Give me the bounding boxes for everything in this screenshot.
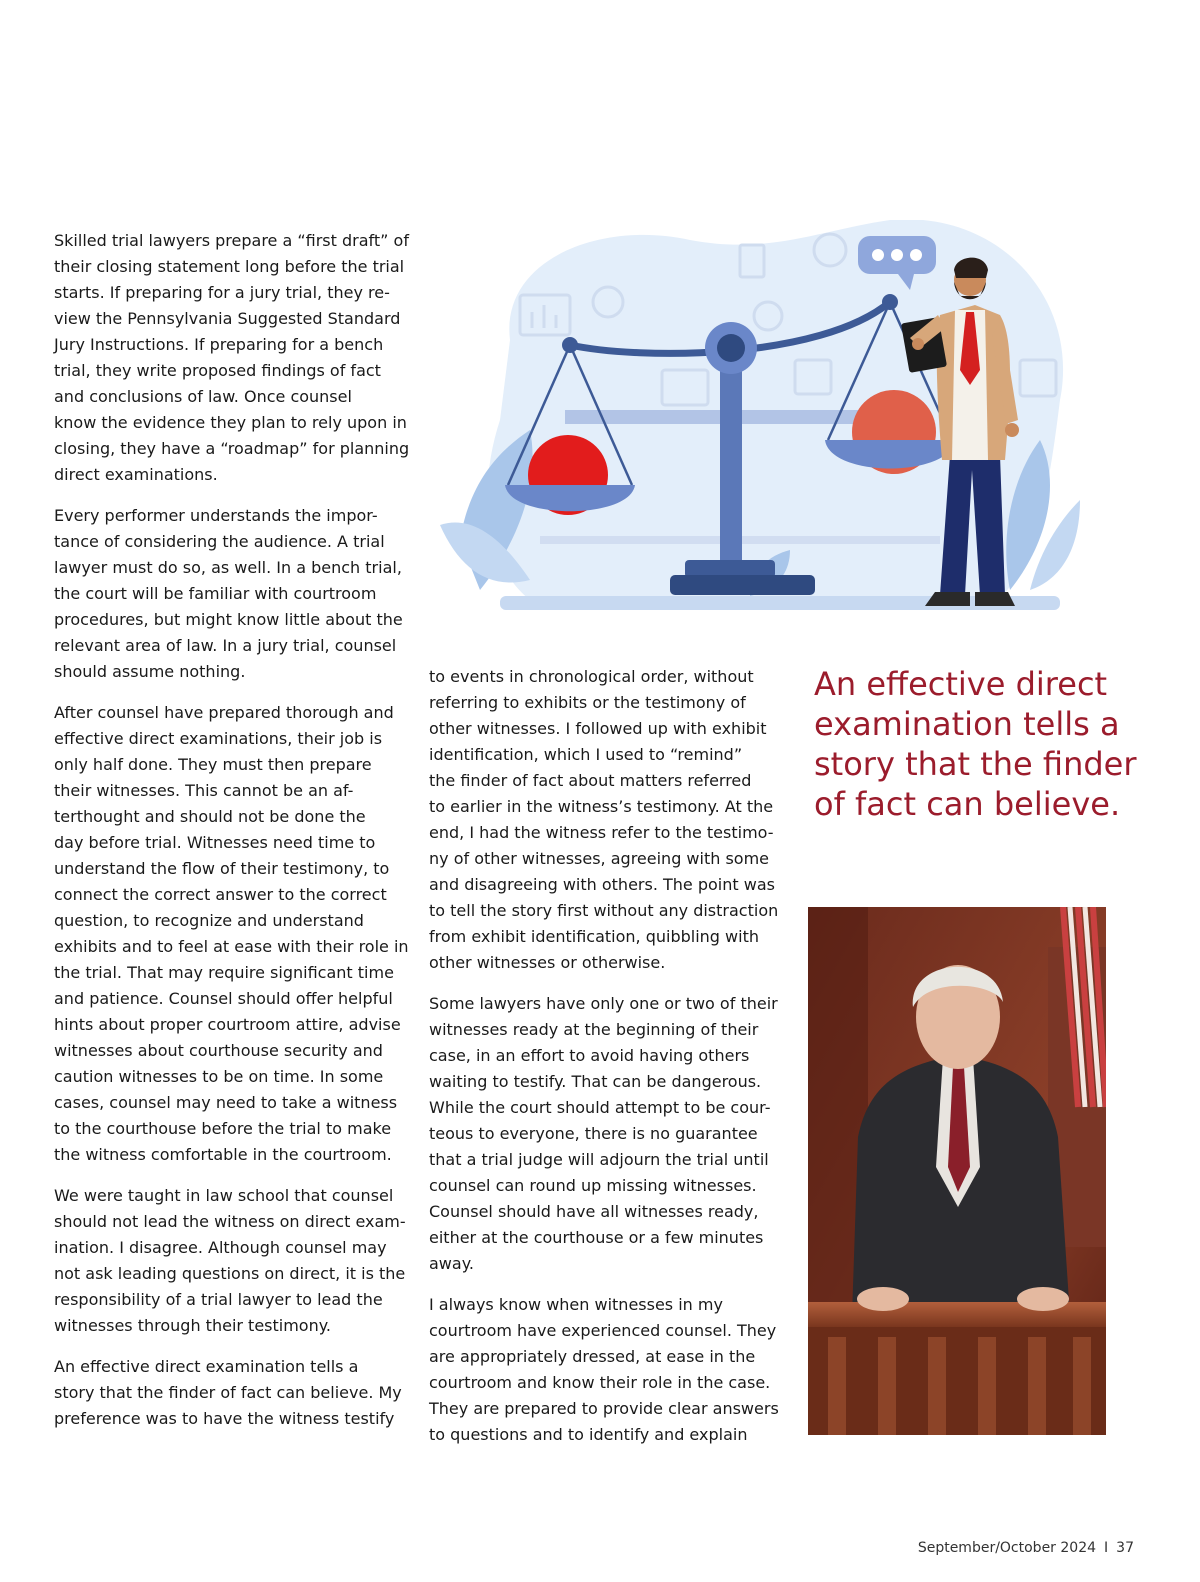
article-paragraph bbox=[54, 1354, 402, 1432]
paragraph-line: from exhibit identification, quibbling with bbox=[429, 927, 759, 946]
paragraph-line: to events in chronological order, without bbox=[429, 667, 754, 686]
pull-quote-line: An effective direct bbox=[814, 665, 1108, 703]
paragraph-line: Jury Instructions. If preparing for a bench bbox=[54, 335, 384, 354]
paragraph-line: counsel can round up missing witnesses. bbox=[429, 1176, 757, 1195]
paragraph-line: witnesses through their testimony. bbox=[54, 1316, 332, 1335]
paragraph-line: closing, they have a “roadmap” for planning bbox=[54, 439, 410, 458]
paragraph-line: question, to recognize and understand bbox=[54, 911, 364, 930]
paragraph-line: While the court should attempt to be cour- bbox=[429, 1098, 771, 1117]
paragraph-line: They are prepared to provide clear answers bbox=[429, 1399, 779, 1418]
scales-of-justice-lawyer-illustration bbox=[440, 220, 1080, 620]
paragraph-line: the witness comfortable in the courtroom. bbox=[54, 1145, 392, 1164]
article-paragraph bbox=[54, 1183, 406, 1339]
paragraph-line: exhibits and to feel at ease with their role in bbox=[54, 937, 409, 956]
paragraph-line: to questions and to identify and explain bbox=[429, 1425, 748, 1444]
paragraph-line: waiting to testify. That can be dangerous. bbox=[429, 1072, 762, 1091]
paragraph-line: trial, they write proposed findings of fact bbox=[54, 361, 381, 380]
paragraph-line: the court will be familiar with courtroom bbox=[54, 584, 377, 603]
paragraph-line: and patience. Counsel should offer helpful bbox=[54, 989, 393, 1008]
paragraph-line: Every performer understands the impor- bbox=[54, 506, 378, 525]
paragraph-line: teous to everyone, there is no guarantee bbox=[429, 1124, 758, 1143]
paragraph-line: lawyer must do so, as well. In a bench trial, bbox=[54, 558, 402, 577]
judge-portrait-photo bbox=[808, 907, 1106, 1435]
paragraph-line: cases, counsel may need to take a witness bbox=[54, 1093, 398, 1112]
paragraph-line: hints about proper courtroom attire, advise bbox=[54, 1015, 401, 1034]
paragraph-line: their closing statement long before the trial bbox=[54, 257, 405, 276]
pull-quote bbox=[814, 664, 1154, 824]
article-paragraph bbox=[54, 700, 409, 1168]
pull-quote-line: of fact can believe. bbox=[814, 785, 1121, 823]
paragraph-line: ination. I disagree. Although counsel may bbox=[54, 1238, 387, 1257]
pull-quote-line: examination tells a bbox=[814, 705, 1120, 743]
issue-date: September/October 2024 bbox=[917, 1540, 1097, 1556]
paragraph-line: preference was to have the witness testify bbox=[54, 1409, 395, 1428]
paragraph-line: case, in an effort to avoid having others bbox=[429, 1046, 750, 1065]
paragraph-line: day before trial. Witnesses need time to bbox=[54, 833, 376, 852]
paragraph-line: terthought and should not be done the bbox=[54, 807, 366, 826]
paragraph-line: to tell the story first without any distraction bbox=[429, 901, 779, 920]
paragraph-line: view the Pennsylvania Suggested Standard bbox=[54, 309, 401, 328]
paragraph-line: I always know when witnesses in my bbox=[429, 1295, 723, 1314]
paragraph-line: After counsel have prepared thorough and bbox=[54, 703, 394, 722]
paragraph-line: tance of considering the audience. A trial bbox=[54, 532, 385, 551]
article-paragraph bbox=[54, 503, 403, 685]
page-number: 37 bbox=[1116, 1540, 1134, 1556]
paragraph-line: Counsel should have all witnesses ready, bbox=[429, 1202, 759, 1221]
paragraph-line: that a trial judge will adjourn the trial until bbox=[429, 1150, 769, 1169]
paragraph-line: starts. If preparing for a jury trial, they re- bbox=[54, 283, 390, 302]
paragraph-line: are appropriately dressed, at ease in the bbox=[429, 1347, 756, 1366]
paragraph-line: effective direct examinations, their job is bbox=[54, 729, 383, 748]
paragraph-line: the finder of fact about matters referred bbox=[429, 771, 752, 790]
paragraph-line: witnesses ready at the beginning of their bbox=[429, 1020, 759, 1039]
paragraph-line: identification, which I used to “remind” bbox=[429, 745, 743, 764]
paragraph-line: the trial. That may require significant time bbox=[54, 963, 394, 982]
footer-separator: I bbox=[1104, 1540, 1109, 1556]
paragraph-line: and conclusions of law. Once counsel bbox=[54, 387, 352, 406]
article-column-2 bbox=[429, 664, 779, 1463]
paragraph-line: should not lead the witness on direct exam- bbox=[54, 1212, 406, 1231]
paragraph-line: know the evidence they plan to rely upon in bbox=[54, 413, 407, 432]
paragraph-line: An effective direct examination tells a bbox=[54, 1357, 359, 1376]
paragraph-line: relevant area of law. In a jury trial, counsel bbox=[54, 636, 397, 655]
paragraph-line: We were taught in law school that counsel bbox=[54, 1186, 394, 1205]
article-paragraph bbox=[54, 228, 410, 488]
page-footer bbox=[918, 1540, 1134, 1556]
paragraph-line: and disagreeing with others. The point was bbox=[429, 875, 775, 894]
paragraph-line: caution witnesses to be on time. In some bbox=[54, 1067, 384, 1086]
paragraph-line: not ask leading questions on direct, it is the bbox=[54, 1264, 406, 1283]
article-paragraph bbox=[429, 991, 778, 1277]
paragraph-line: should assume nothing. bbox=[54, 662, 246, 681]
paragraph-line: other witnesses. I followed up with exhibit bbox=[429, 719, 767, 738]
paragraph-line: to earlier in the witness’s testimony. At the bbox=[429, 797, 774, 816]
paragraph-line: courtroom have experienced counsel. They bbox=[429, 1321, 777, 1340]
paragraph-line: only half done. They must then prepare bbox=[54, 755, 372, 774]
paragraph-line: away. bbox=[429, 1254, 474, 1273]
paragraph-line: story that the finder of fact can believe. My bbox=[54, 1383, 402, 1402]
paragraph-line: their witnesses. This cannot be an af- bbox=[54, 781, 354, 800]
paragraph-line: to the courthouse before the trial to make bbox=[54, 1119, 392, 1138]
paragraph-line: procedures, but might know little about the bbox=[54, 610, 403, 629]
paragraph-line: end, I had the witness refer to the testimo- bbox=[429, 823, 774, 842]
pull-quote-line: story that the finder bbox=[814, 745, 1137, 783]
article-column-1 bbox=[54, 228, 410, 1447]
paragraph-line: responsibility of a trial lawyer to lead the bbox=[54, 1290, 383, 1309]
article-paragraph bbox=[429, 1292, 779, 1448]
paragraph-line: courtroom and know their role in the case. bbox=[429, 1373, 771, 1392]
paragraph-line: either at the courthouse or a few minutes bbox=[429, 1228, 764, 1247]
article-paragraph bbox=[429, 664, 779, 976]
paragraph-line: ny of other witnesses, agreeing with some bbox=[429, 849, 770, 868]
paragraph-line: Some lawyers have only one or two of their bbox=[429, 994, 778, 1013]
paragraph-line: referring to exhibits or the testimony of bbox=[429, 693, 746, 712]
paragraph-line: direct examinations. bbox=[54, 465, 218, 484]
paragraph-line: connect the correct answer to the correct bbox=[54, 885, 387, 904]
paragraph-line: understand the flow of their testimony, to bbox=[54, 859, 390, 878]
paragraph-line: other witnesses or otherwise. bbox=[429, 953, 666, 972]
paragraph-line: Skilled trial lawyers prepare a “first draft” of bbox=[54, 231, 409, 250]
paragraph-line: witnesses about courthouse security and bbox=[54, 1041, 383, 1060]
